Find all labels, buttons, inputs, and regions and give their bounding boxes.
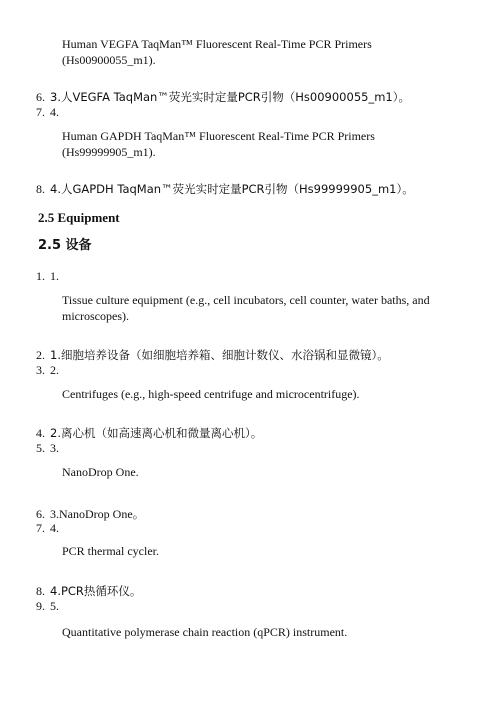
list-item-text: 4. — [50, 521, 59, 535]
list-number: 6. — [36, 507, 45, 521]
paragraph-qpcr: Quantitative polymerase chain reaction (qPCR) instrument. — [62, 625, 348, 639]
paragraph-gapdh-en: Human GAPDH TaqMan™ Fluorescent Real-Time PCR Primers (Hs99999905_m1). — [62, 129, 375, 159]
list-item-tissue-culture-zh: 1.细胞培养设备（如细胞培养箱、细胞计数仪、水浴锅和显微镜）。 — [50, 348, 389, 362]
list-number: 7. — [36, 105, 45, 119]
list-number: 6. — [36, 90, 45, 104]
list-item-text: 4. — [50, 105, 59, 119]
section-heading-zh: 2.5 设备 — [38, 238, 92, 253]
list-item-centrifuges-zh: 2.离心机（如高速离心机和微量离心机）。 — [50, 426, 263, 440]
paragraph-pcr-cycler: PCR thermal cycler. — [62, 544, 159, 558]
list-item-text: 3. — [50, 441, 59, 455]
paragraph-nanodrop: NanoDrop One. — [62, 465, 139, 479]
list-number: 5. — [36, 441, 45, 455]
list-number: 9. — [36, 599, 45, 613]
list-number: 8. — [36, 182, 45, 196]
list-item-nanodrop-zh: 3.NanoDrop One。 — [50, 507, 145, 521]
list-item-text: 5. — [50, 599, 59, 613]
list-item-gapdh-zh: 4.人GAPDH TaqMan™荧光实时定量PCR引物（Hs99999905_m1）。 — [50, 182, 414, 196]
list-number: 2. — [36, 348, 45, 362]
list-number: 7. — [36, 521, 45, 535]
paragraph-tissue-culture: Tissue culture equipment (e.g., cell incubators, cell counter, water baths, and microscopes). — [62, 293, 430, 323]
list-number: 3. — [36, 363, 45, 377]
list-number: 8. — [36, 584, 45, 598]
list-item-text: 1. — [50, 269, 59, 283]
paragraph-centrifuges: Centrifuges (e.g., high-speed centrifuge and microcentrifuge). — [62, 387, 360, 401]
paragraph-vegfa-en: Human VEGFA TaqMan™ Fluorescent Real-Time PCR Primers (Hs00900055_m1). — [62, 37, 372, 67]
list-item-pcr-cycler-zh: 4.PCR热循环仪。 — [50, 584, 142, 598]
list-item-text: 2. — [50, 363, 59, 377]
list-number: 4. — [36, 426, 45, 440]
section-heading-en: 2.5 Equipment — [38, 210, 120, 225]
list-item-vegfa-zh: 3.人VEGFA TaqMan™荧光实时定量PCR引物（Hs00900055_m1）。 — [50, 90, 410, 104]
list-number: 1. — [36, 269, 45, 283]
